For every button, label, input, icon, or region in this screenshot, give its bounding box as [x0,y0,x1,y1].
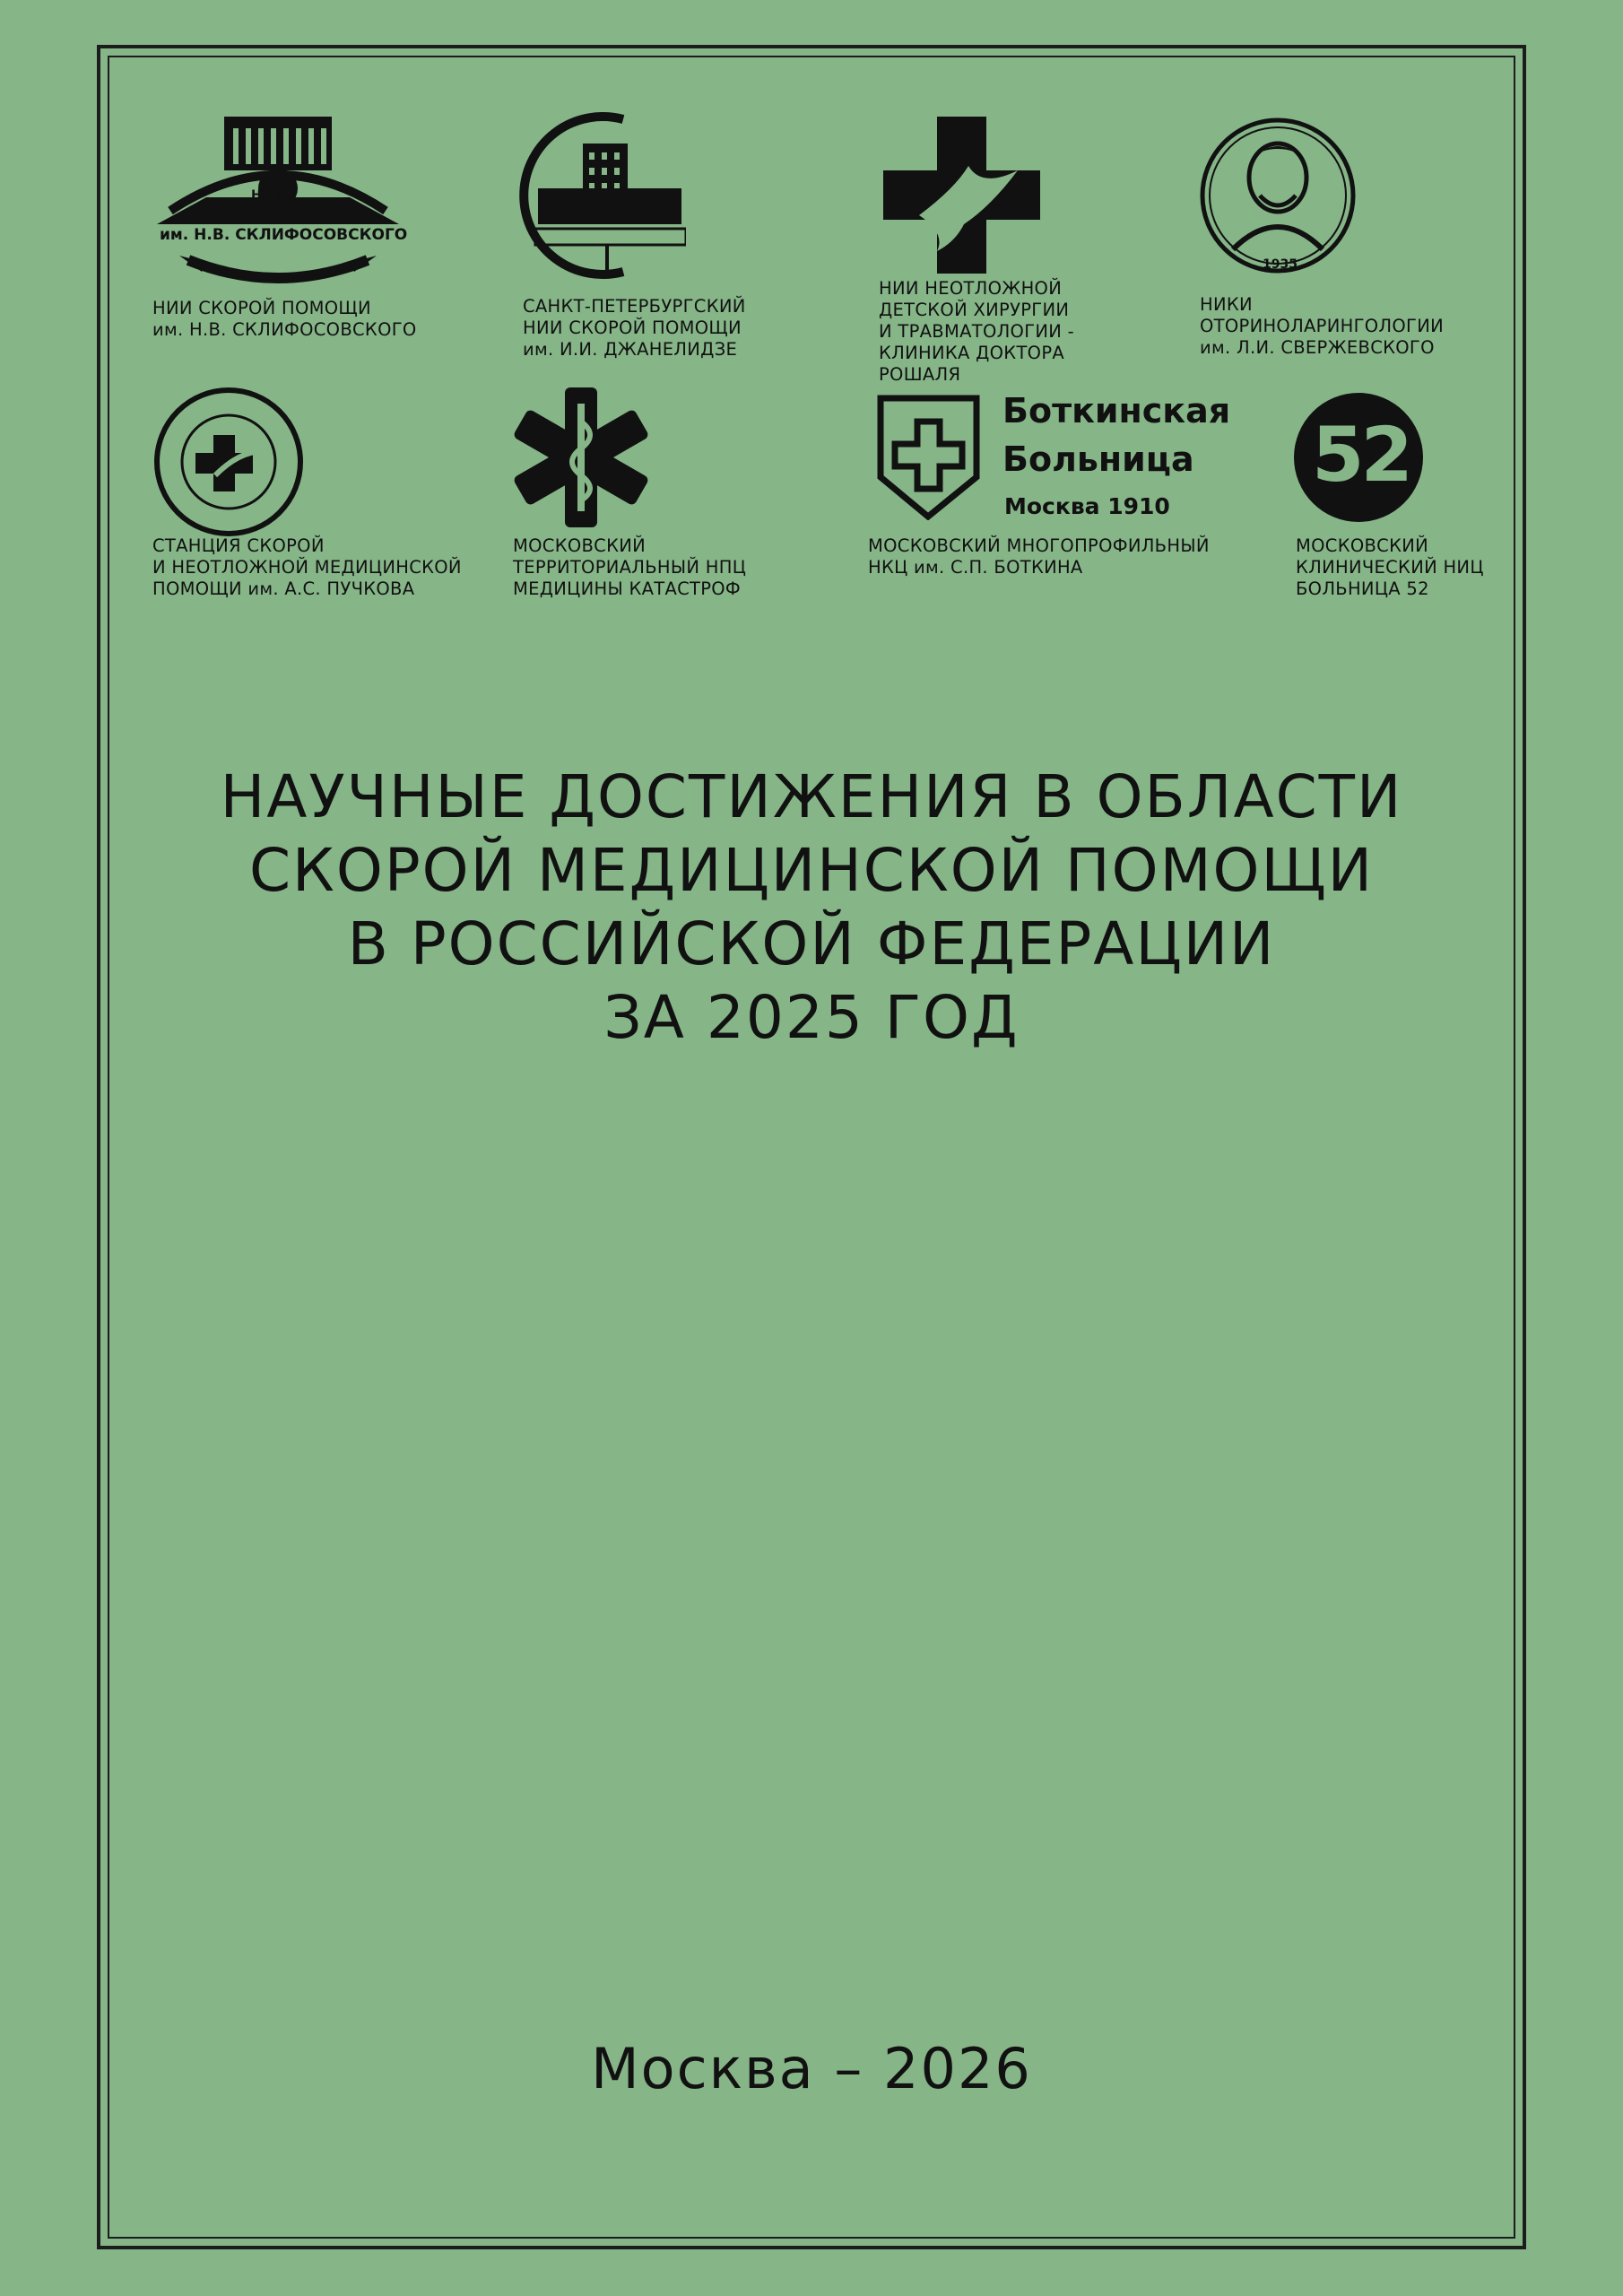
djanelidze-caption [523,296,746,361]
medallion-year: 1935 [1263,257,1298,272]
disaster-caption [513,535,746,600]
hospital-52-caption-line3: БОЛЬНИЦА 52 [1296,578,1429,599]
cross-dove-logo-icon [883,117,1040,274]
djanelidze-building-logo-icon [516,112,686,283]
title-line-3: В РОССИЙСКОЙ ФЕДЕРАЦИИ [347,909,1276,978]
roshal-caption [879,278,1074,386]
puchkov-caption-line2: И НЕОТЛОЖНОЙ МЕДИЦИНСКОЙ [152,557,462,578]
inner-border [108,56,1515,2239]
botkin-brand-line2: Больница [1002,439,1194,479]
hospital-52-number: 52 [1312,411,1410,499]
sklif-emblem-line1: НИИ [251,188,283,203]
sklif-caption [152,298,417,341]
sklif-caption-line2: им. Н.В. СКЛИФОСОВСКОГО [152,319,417,340]
document-title [0,761,1623,1055]
title-line-2: СКОРОЙ МЕДИЦИНСКОЙ ПОМОЩИ [248,836,1375,905]
disaster-caption-line1: МОСКОВСКИЙ [513,535,646,556]
puchkov-caption-line3: ПОМОЩИ им. А.С. ПУЧКОВА [152,578,415,599]
botkin-caption [868,535,1210,578]
hospital-52-caption [1296,535,1484,600]
roshal-caption-line1: НИИ НЕОТЛОЖНОЙ [879,278,1063,299]
botkin-brand-sub: Москва 1910 [1004,493,1170,519]
djanelidze-caption-line1: САНКТ-ПЕТЕРБУРГСКИЙ [523,296,746,317]
roshal-caption-line2: ДЕТСКОЙ ХИРУРГИИ [879,300,1070,320]
sverzhevsky-caption-line1: НИКИ [1200,294,1253,315]
botkin-brand-line1: Боткинская [1002,391,1231,430]
roshal-caption-line4: КЛИНИКА ДОКТОРА [879,343,1065,363]
sklif-caption-line1: НИИ СКОРОЙ ПОМОЩИ [152,298,371,318]
title-line-1: НАУЧНЫЕ ДОСТИЖЕНИЯ В ОБЛАСТИ [220,762,1403,831]
sklif-emblem-line2: СКОРОЙ ПОМОЩИ [208,208,354,224]
djanelidze-caption-line3: им. И.И. ДЖАНЕЛИДЗЕ [523,339,738,360]
disaster-caption-line3: МЕДИЦИНЫ КАТАСТРОФ [513,578,742,599]
roshal-caption-line3: И ТРАВМАТОЛОГИИ - [879,321,1075,342]
botkin-shield-logo-icon [877,395,980,520]
sverzhevsky-caption [1200,294,1444,359]
puchkov-caption [152,535,462,600]
djanelidze-caption-line2: НИИ СКОРОЙ ПОМОЩИ [523,317,742,338]
roshal-caption-line5: РОШАЛЯ [879,364,961,385]
place-and-year: Москва – 2026 [591,2036,1032,2101]
sverzhevsky-caption-line3: им. Л.И. СВЕРЖЕВСКОГО [1200,337,1435,358]
sverzhevsky-caption-line2: ОТОРИНОЛАРИНГОЛОГИИ [1200,316,1444,336]
star-of-life-logo-icon [509,386,653,529]
hospital-52-caption-line2: КЛИНИЧЕСКИЙ НИЦ [1296,557,1484,578]
title-line-4: ЗА 2025 ГОД [603,983,1020,1052]
puchkov-caption-line1: СТАНЦИЯ СКОРОЙ [152,535,325,556]
sklif-emblem-line3: им. Н.В. СКЛИФОСОВСКОГО [160,226,408,244]
portrait-medallion-logo-icon [1197,115,1358,276]
hospital-52-caption-line1: МОСКОВСКИЙ [1296,535,1428,556]
disaster-caption-line2: ТЕРРИТОРИАЛЬНЫЙ НПЦ [513,557,747,578]
botkin-caption-line1: МОСКОВСКИЙ МНОГОПРОФИЛЬНЫЙ [868,535,1210,556]
botkin-caption-line2: НКЦ им. С.П. БОТКИНА [868,557,1083,578]
ambulance-station-round-logo-icon [152,386,305,538]
